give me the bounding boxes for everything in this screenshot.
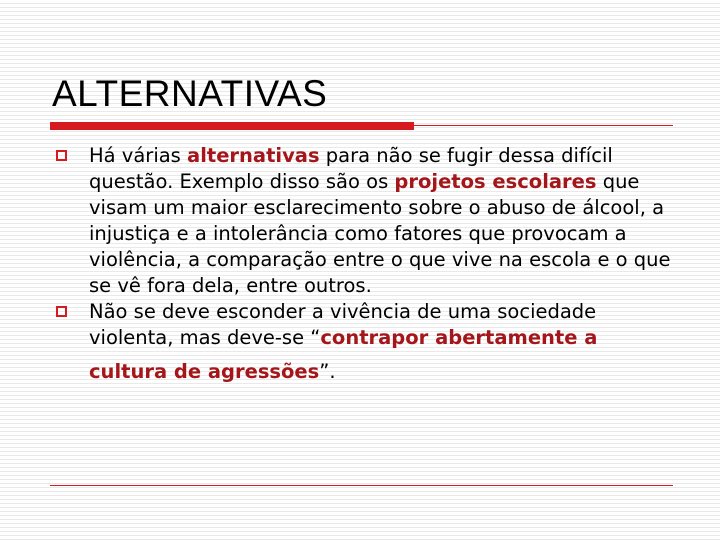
- title-underline-thick: [50, 122, 414, 130]
- bullet-text: para não se fugir dessa difícil questão. Exemplo disso são os: [89, 144, 613, 193]
- bullet-item: [56, 299, 676, 385]
- bullet-text: Há várias: [89, 144, 188, 167]
- highlight-text: projetos escolares: [394, 170, 597, 193]
- highlight-text: cultura de agressões: [89, 360, 320, 383]
- bullet-item: [56, 143, 676, 299]
- square-outline-icon: [56, 150, 67, 161]
- square-outline-icon: [56, 306, 67, 317]
- bullet-text: ”.: [319, 360, 336, 383]
- title-underline-thin: [414, 125, 673, 126]
- title-underline: [50, 122, 673, 130]
- slide-title: ALTERNATIVAS: [52, 73, 328, 114]
- bullet-text: que visam um maior esclarecimento sobre o abuso de álcool, a injustiça e a intolerância como fatores que provocam a violência, a comparação entre o que vive na escola e o que se vê fora dela, entre outros.: [89, 170, 671, 297]
- highlight-text: contrapor abertamente a: [320, 326, 598, 349]
- bottom-rule: [50, 485, 673, 486]
- bullet-text: Não se deve esconder a vivência de uma sociedade violenta, mas deve-se “: [89, 300, 597, 349]
- bullet-list: [56, 143, 676, 385]
- highlight-text: alternativas: [187, 144, 320, 167]
- bullet-tail-line: [89, 359, 336, 385]
